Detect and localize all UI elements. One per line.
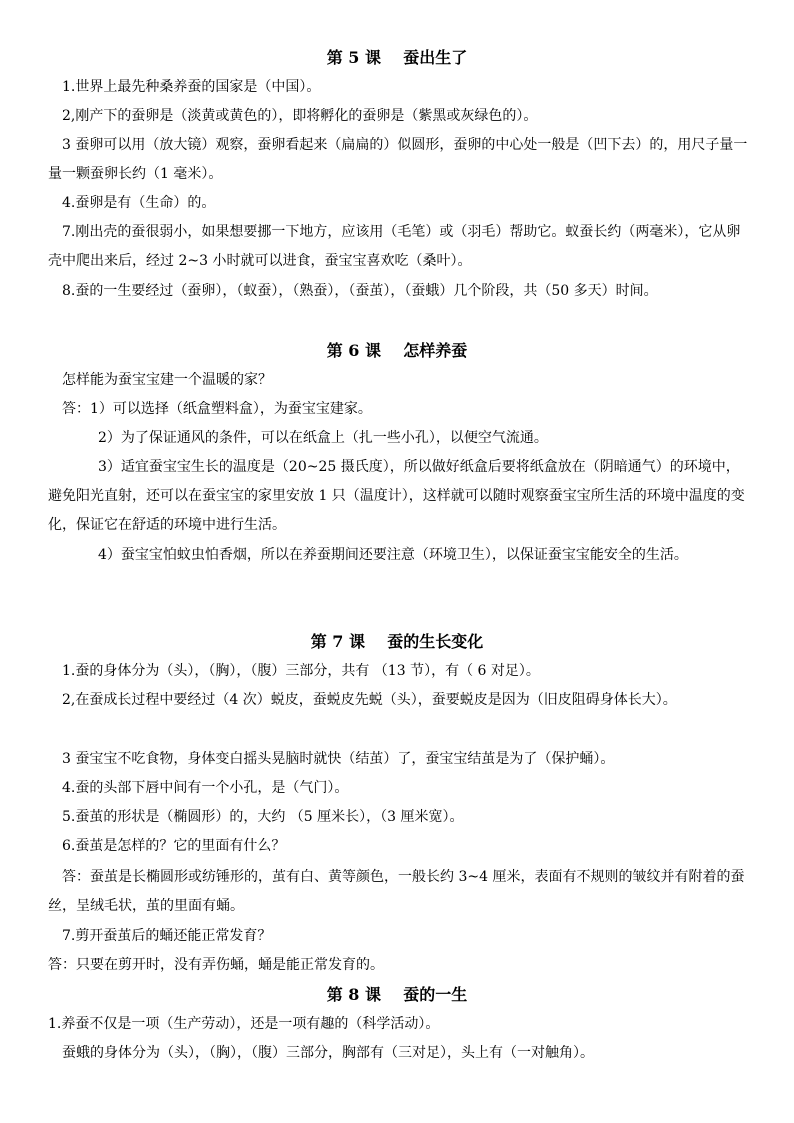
lesson-5-title: 第 5 课 蚕出生了 (326, 48, 468, 67)
lesson-7-line-1: 1.蚕的身体分为（头），（胸），（腹）三部分，共有 （13 节），有（ 6 对足）。 (62, 663, 540, 679)
lesson-6-line-5: 4）蚕宝宝怕蚊虫怕香烟，所以在养蚕期间还要注意（环境卫生），以保证蚕宝宝能安全的生活。 (98, 547, 688, 563)
lesson-7-title: 第 7 课 蚕的生长变化 (310, 632, 484, 651)
lesson-5-line-6: 8.蚕的一生要经过（蚕卵），（蚁蚕），（熟蚕），（蚕茧），（蚕蛾）几个阶段，共（50 多天）时间。 (62, 283, 658, 299)
lesson-8-line-2: 蚕蛾的身体分为（头），（胸），（腹）三部分，胸部有（三对足），头上有（一对触角）。 (62, 1045, 594, 1061)
lesson-8-line-1: 1.养蚕不仅是一项（生产劳动），还是一项有趣的（科学活动）。 (48, 1016, 440, 1032)
lesson-7-line-3: 3 蚕宝宝不吃食物，身体变白摇头晃脑时就快（结茧）了，蚕宝宝结茧是为了（保护蛹）。 (62, 751, 615, 767)
lesson-5-line-4: 4.蚕卵是有（生命）的。 (62, 195, 216, 211)
lesson-7-line-4: 4.蚕的头部下唇中间有一个小孔，是（气门）。 (62, 780, 349, 796)
lesson-7-line-5: 5.蚕茧的形状是（椭圆形）的，大约 （5 厘米长），（3 厘米宽）。 (62, 809, 464, 825)
lesson-7-answer-7: 答：只要在剪开时，没有弄伤蛹，蛹是能正常发育的。 (48, 957, 384, 973)
lesson-6-title: 第 6 课 怎样养蚕 (326, 341, 468, 360)
lesson-8-title: 第 8 课 蚕的一生 (326, 985, 468, 1004)
lesson-5-line-1: 1.世界上最先种桑养蚕的国家是（中国）。 (62, 79, 321, 95)
lesson-6-line-2: 答：1）可以选择（纸盒塑料盒），为蚕宝宝建家。 (62, 401, 372, 417)
lesson-7-answer-6: 答：蚕茧是长椭圆形或纺锤形的，茧有白、黄等颜色，一般长约 3~4 厘米，表面有不规则的皱纹并有附着的蚕丝，呈绒毛状，茧的里面有蛹。 (48, 869, 745, 914)
lesson-5-line-2: 2,刚产下的蚕卵是（淡黄或黄色的），即将孵化的蚕卵是（紫黑或灰绿色的）。 (62, 108, 538, 124)
lesson-5-line-3: 3 蚕卵可以用（放大镜）观察，蚕卵看起来（扁扁的）似圆形，蚕卵的中心处一般是（凹下去）的，用尺子量一量一颗蚕卵长约（1 毫米）。 (48, 137, 748, 182)
lesson-7-line-6: 6.蚕茧是怎样的？它的里面有什么？ (62, 838, 286, 854)
lesson-6-line-3: 2）为了保证通风的条件，可以在纸盒上（扎一些小孔），以便空气流通。 (98, 430, 548, 446)
lesson-6-line-1: 怎样能为蚕宝宝建一个温暖的家？ (62, 372, 272, 388)
lesson-6-line-4: 3）适宜蚕宝宝生长的温度是（20~25 摄氏度），所以做好纸盒后要将纸盒放在（阴暗通气）的环境中，避免阳光直射，还可以在蚕宝宝的家里安放 1 只（温度计），这样就可以随时观察蚕宝宝所生活的环境中温度的变化，保证它在舒适的环境中进行生活。 (48, 459, 745, 533)
lesson-7-line-2: 2,在蚕成长过程中要经过（4 次）蜕皮，蚕蜕皮先蜕（头），蚕要蜕皮是因为（旧皮阻碍身体长大）。 (62, 692, 677, 708)
lesson-7-line-7: 7.剪开蚕茧后的蛹还能正常发育？ (62, 928, 272, 944)
lesson-5-line-5: 7.刚出壳的蚕很弱小，如果想要挪一下地方，应该用（毛笔）或（羽毛）帮助它。蚁蚕长约（两毫米），它从卵壳中爬出来后，经过 2~3 小时就可以进食，蚕宝宝喜欢吃（桑叶）。 (48, 224, 741, 269)
